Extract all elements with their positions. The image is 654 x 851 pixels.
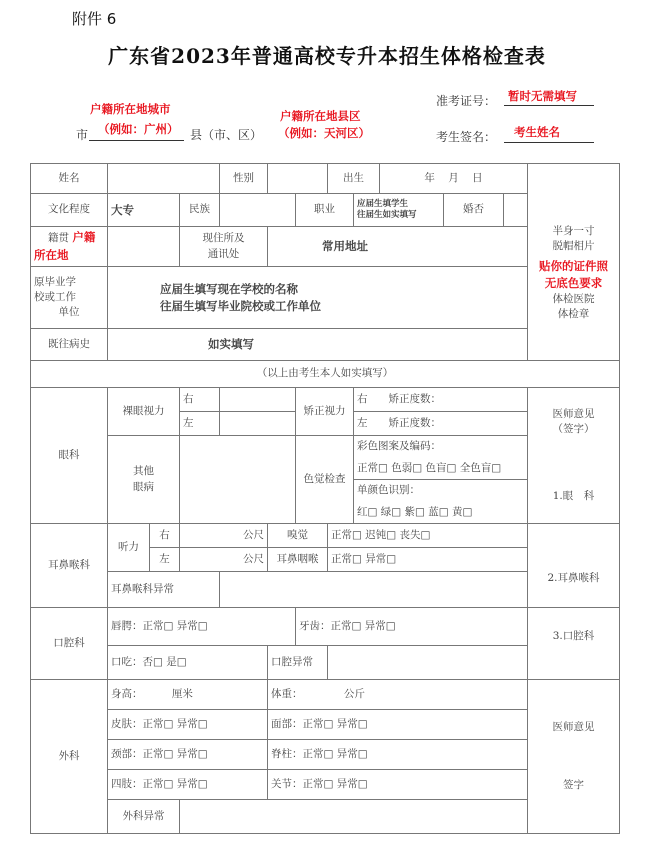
city-field[interactable]	[89, 140, 184, 141]
naked-left-field[interactable]	[220, 412, 296, 436]
school-value-2: 往届生填写毕业院校或工作单位	[160, 298, 321, 313]
height-unit: 厘米	[171, 687, 193, 700]
naked-vision-label: 裸眼视力	[108, 388, 180, 436]
photo-line4: 体检章	[557, 307, 590, 320]
sign-field[interactable]	[504, 142, 594, 143]
birth-field[interactable]	[380, 164, 528, 194]
doctor-opinion-bottom[interactable]	[528, 680, 620, 834]
neck-value[interactable]: 颈部：正常□ 异常□	[108, 740, 268, 770]
height-label: 身高：	[111, 687, 143, 700]
native-value[interactable]: 户籍所在地	[34, 230, 96, 262]
name-label: 姓名	[31, 164, 108, 194]
doctor-item-mouth: 3.口腔科	[552, 629, 595, 642]
color-line1: 彩色图案及编码：	[354, 436, 528, 458]
gender-label: 性别	[220, 164, 268, 194]
hearing-left-unit[interactable]: 公尺	[180, 548, 268, 572]
name-field[interactable]	[108, 164, 220, 194]
month-label: 月	[448, 171, 459, 184]
other-eye-1: 其他	[133, 465, 154, 478]
spine-value[interactable]: 脊柱：正常□ 异常□	[268, 740, 528, 770]
form-title: 广东省2023年普通高校专升本招生体格检查表	[108, 44, 546, 68]
other-eye-label	[108, 436, 180, 524]
married-label: 婚否	[444, 194, 504, 227]
naked-right-field[interactable]	[220, 388, 296, 412]
surgery-abnormal-field[interactable]	[180, 800, 528, 834]
school-label-1: 原毕业学	[34, 275, 76, 288]
weight-label: 体重：	[271, 687, 303, 700]
mouth-abnormal-label: 口腔异常	[268, 646, 328, 680]
teeth-value[interactable]: 牙齿：正常□ 异常□	[296, 608, 528, 646]
history-value[interactable]: 如实填写	[108, 329, 528, 361]
native-label-cell	[31, 227, 108, 267]
ticket-field[interactable]	[504, 105, 594, 106]
doctor-item-eye: 1.眼 科	[552, 490, 595, 503]
doctor-item-ent: 2.耳鼻喉科	[547, 571, 600, 584]
ent-section-label: 耳鼻喉科	[31, 524, 108, 608]
hearing-right-unit[interactable]: 公尺	[180, 524, 268, 548]
naked-left-label: 左	[180, 412, 220, 436]
eye-section-label: 眼科	[31, 388, 108, 524]
county-label: 县（市、区）	[190, 128, 263, 142]
district-note: 户籍所在地县区	[280, 109, 361, 123]
job-value-2: 往届生如实填写	[357, 210, 417, 220]
stutter-value[interactable]: 口吃：否□ 是□	[108, 646, 268, 680]
corrected-left[interactable]: 左 矫正度数：	[354, 412, 528, 436]
surgery-abnormal-label: 外科异常	[108, 800, 180, 834]
exam-table	[30, 163, 620, 834]
native-label: 籍贯	[48, 232, 69, 245]
color-check-label: 色觉检查	[296, 436, 354, 524]
smell-value[interactable]: 正常□ 迟钝□ 丧失□	[328, 524, 528, 548]
ticket-value[interactable]: 暂时无需填写	[508, 89, 577, 103]
color-line2[interactable]: 正常□ 色弱□ 色盲□ 全色盲□	[354, 458, 528, 480]
job-value-1: 应届生填学生	[357, 199, 409, 210]
self-fill-note: （以上由考生本人如实填写）	[31, 361, 620, 388]
color-line4[interactable]: 红□ 绿□ 紫□ 蓝□ 黄□	[354, 502, 528, 524]
doctor-item-ent-cell[interactable]	[528, 524, 620, 608]
address-label-2: 通讯处	[207, 247, 240, 260]
doctor-opinion-top[interactable]	[528, 388, 620, 524]
corrected-right[interactable]: 右 矫正度数：	[354, 388, 528, 412]
city-label: 市	[76, 128, 89, 142]
photo-red1: 贴你的证件照	[539, 259, 609, 274]
skin-value[interactable]: 皮肤：正常□ 异常□	[108, 710, 268, 740]
weight-field[interactable]	[268, 680, 528, 710]
doctor-opinion-label: 医师意见	[552, 407, 595, 420]
education-value[interactable]: 大专	[108, 194, 180, 227]
native-field[interactable]	[108, 227, 180, 267]
joints-value[interactable]: 关节：正常□ 异常□	[268, 770, 528, 800]
ent-abnormal-label: 耳鼻喉科异常	[108, 572, 220, 608]
photo-line3: 体检医院	[552, 292, 595, 305]
corrected-vision-label: 矫正视力	[296, 388, 354, 436]
sign-label: 考生签名：	[436, 130, 497, 144]
gender-field[interactable]	[268, 164, 328, 194]
day-label: 日	[472, 171, 483, 184]
address-value[interactable]: 常用地址	[268, 227, 528, 267]
hearing-left-label: 左	[150, 548, 180, 572]
school-label	[31, 267, 108, 329]
photo-area[interactable]	[528, 164, 620, 361]
school-value-1: 应届生填写现在学校的名称	[160, 281, 298, 296]
education-label: 文化程度	[31, 194, 108, 227]
mouth-section-label: 口腔科	[31, 608, 108, 680]
throat-value[interactable]: 正常□ 异常□	[328, 548, 528, 572]
ticket-label: 准考证号：	[436, 94, 497, 108]
photo-line2: 脱帽相片	[552, 240, 595, 253]
photo-line1: 半身一寸	[552, 224, 595, 237]
other-eye-2: 眼病	[133, 480, 154, 493]
city-note: 户籍所在地城市	[90, 102, 171, 116]
lip-value[interactable]: 唇腭：正常□ 异常□	[108, 608, 296, 646]
other-eye-field[interactable]	[180, 436, 296, 524]
married-field[interactable]	[504, 194, 528, 227]
school-label-2: 校或工作	[34, 290, 76, 303]
height-field[interactable]	[108, 680, 268, 710]
birth-label: 出生	[328, 164, 380, 194]
job-value[interactable]	[354, 194, 444, 227]
doctor-sign-label: （签字）	[552, 422, 595, 435]
photo-red2: 无底色要求	[544, 276, 603, 290]
limbs-value[interactable]: 四肢：正常□ 异常□	[108, 770, 268, 800]
school-value[interactable]	[108, 267, 528, 329]
naked-right-label: 右	[180, 388, 220, 412]
weight-unit: 公斤	[343, 687, 365, 700]
mouth-abnormal-field[interactable]	[328, 646, 620, 680]
attachment-label: 附件 6	[72, 10, 117, 28]
sign-value[interactable]: 考生姓名	[514, 125, 560, 139]
hearing-label: 听力	[108, 524, 150, 572]
district-example: （例如：天河区）	[278, 126, 370, 140]
smell-label: 嗅觉	[268, 524, 328, 548]
surgery-section-label: 外科	[31, 680, 108, 834]
color-line3: 单颜色识别：	[354, 480, 528, 502]
ent-abnormal-field[interactable]	[220, 572, 528, 608]
ethnic-label: 民族	[180, 194, 220, 227]
history-label: 既往病史	[31, 329, 108, 361]
job-label: 职业	[296, 194, 354, 227]
face-value[interactable]: 面部：正常□ 异常□	[268, 710, 528, 740]
ethnic-field[interactable]	[220, 194, 296, 227]
hearing-right-label: 右	[150, 524, 180, 548]
school-label-3: 单位	[58, 306, 80, 319]
year-label: 年	[424, 171, 435, 184]
city-example: （例如：广州）	[98, 122, 179, 136]
address-label	[180, 227, 268, 267]
doctor-opinion-bottom-label: 医师意见	[552, 721, 595, 734]
throat-label: 耳鼻咽喉	[268, 548, 328, 572]
doctor-sign-bottom: 签字	[563, 778, 585, 791]
address-label-1: 现住所及	[202, 232, 245, 245]
